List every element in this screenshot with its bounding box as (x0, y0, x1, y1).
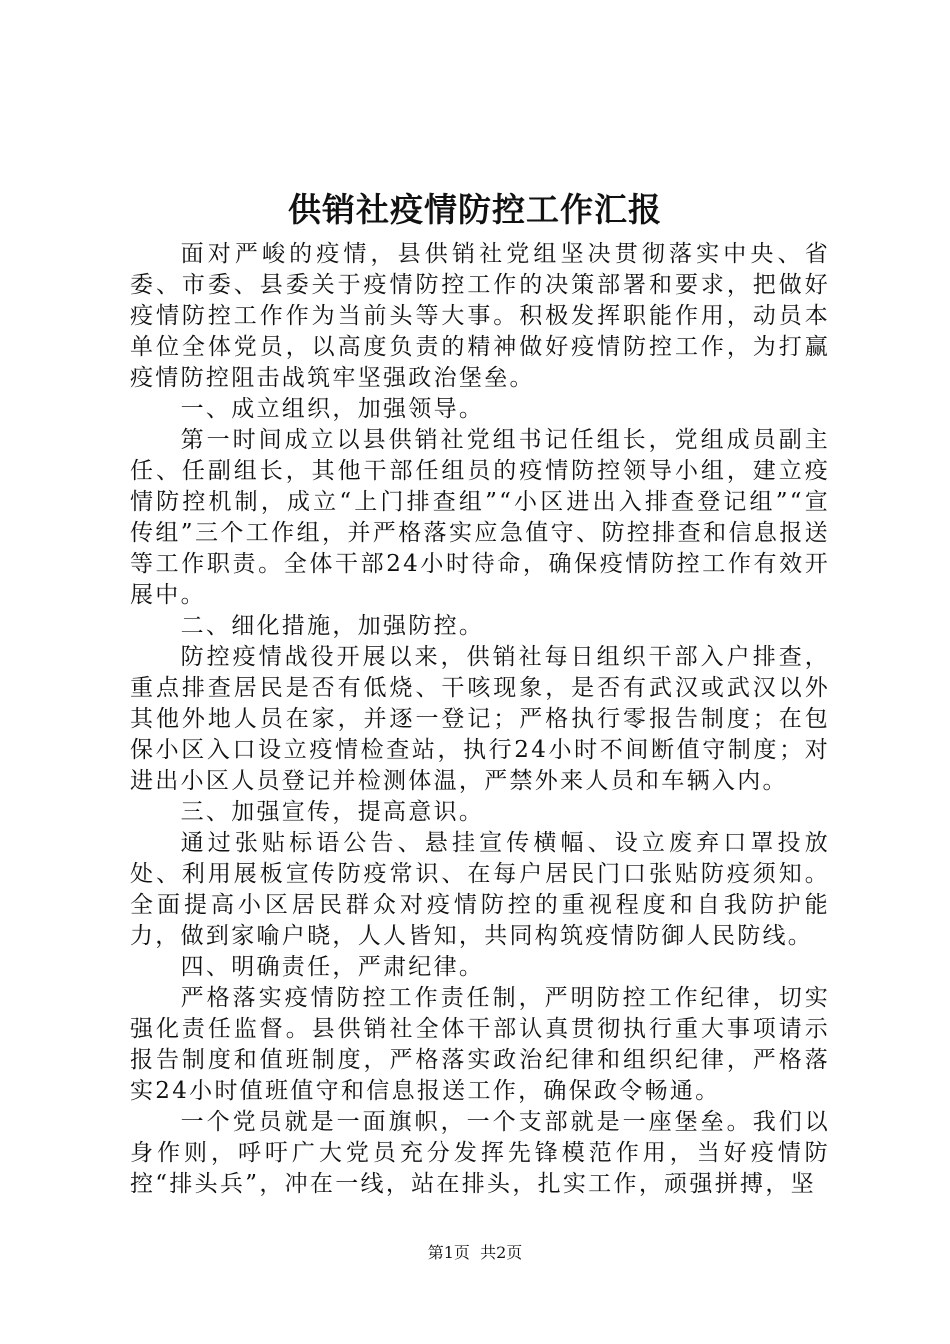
page-number-total: 共2页 (480, 1243, 523, 1262)
page-number-current: 第1页 (427, 1243, 470, 1262)
document-body (130, 239, 830, 1200)
paragraph-section-2: 防控疫情战役开展以来，供销社每日组织干部入户排查，重点排查居民是否有低烧、干咳现象，是否有武汉或武汉以外其他外地人员在家，并逐一登记；严格执行零报告制度；在包保小区入口设立疫情检查站，执行24小时不间断值守制度；对进出小区人员登记并检测体温，严禁外来人员和车辆入内。 (130, 644, 830, 794)
page-footer (0, 1242, 950, 1264)
section-heading-2: 二、细化措施，加强防控。 (180, 613, 485, 639)
document-title: 供销社疫情防控工作汇报 (288, 190, 662, 229)
paragraph-closing: 一个党员就是一面旗帜，一个支部就是一座堡垒。我们以身作则，呼吁广大党员充分发挥先锋模范作用，当好疫情防控“排头兵”，冲在一线，站在排头，扎实工作，顽强拼搏，坚 (130, 1109, 830, 1197)
section-heading-1: 一、成立组织，加强领导。 (180, 396, 485, 422)
paragraph-intro: 面对严峻的疫情，县供销社党组坚决贯彻落实中央、省委、市委、县委关于疫情防控工作的决策部署和要求，把做好疫情防控工作作为当前头等大事。积极发挥职能作用，动员本单位全体党员，以高度负责的精神做好疫情防控工作，为打赢疫情防控阻击战筑牢坚强政治堡垒。 (130, 241, 830, 391)
paragraph-section-1: 第一时间成立以县供销社党组书记任组长，党组成员副主任、任副组长，其他干部任组员的疫情防控领导小组，建立疫情防控机制，成立“上门排查组”“小区进出入排查登记组”“宣传组”三个工作组，并严格落实应急值守、防控排查和信息报送等工作职责。全体干部24小时待命，确保疫情防控工作有效开展中。 (130, 427, 830, 608)
footer-separator (470, 1243, 480, 1262)
paragraph-section-3: 通过张贴标语公告、悬挂宣传横幅、设立废弃口罩投放处、利用展板宣传防疫常识、在每户居民门口张贴防疫须知。全面提高小区居民群众对疫情防控的重视程度和自我防护能力，做到家喻户晓，人人皆知，共同构筑疫情防御人民防线。 (130, 830, 830, 949)
section-heading-3: 三、加强宣传，提高意识。 (180, 799, 485, 825)
section-heading-4: 四、明确责任，严肃纪律。 (180, 954, 485, 980)
paragraph-section-4: 严格落实疫情防控工作责任制，严明防控工作纪律，切实强化责任监督。县供销社全体干部认真贯彻执行重大事项请示报告制度和值班制度，严格落实政治纪律和组织纪律，严格落实24小时值班值守和信息报送工作，确保政令畅通。 (130, 985, 830, 1104)
